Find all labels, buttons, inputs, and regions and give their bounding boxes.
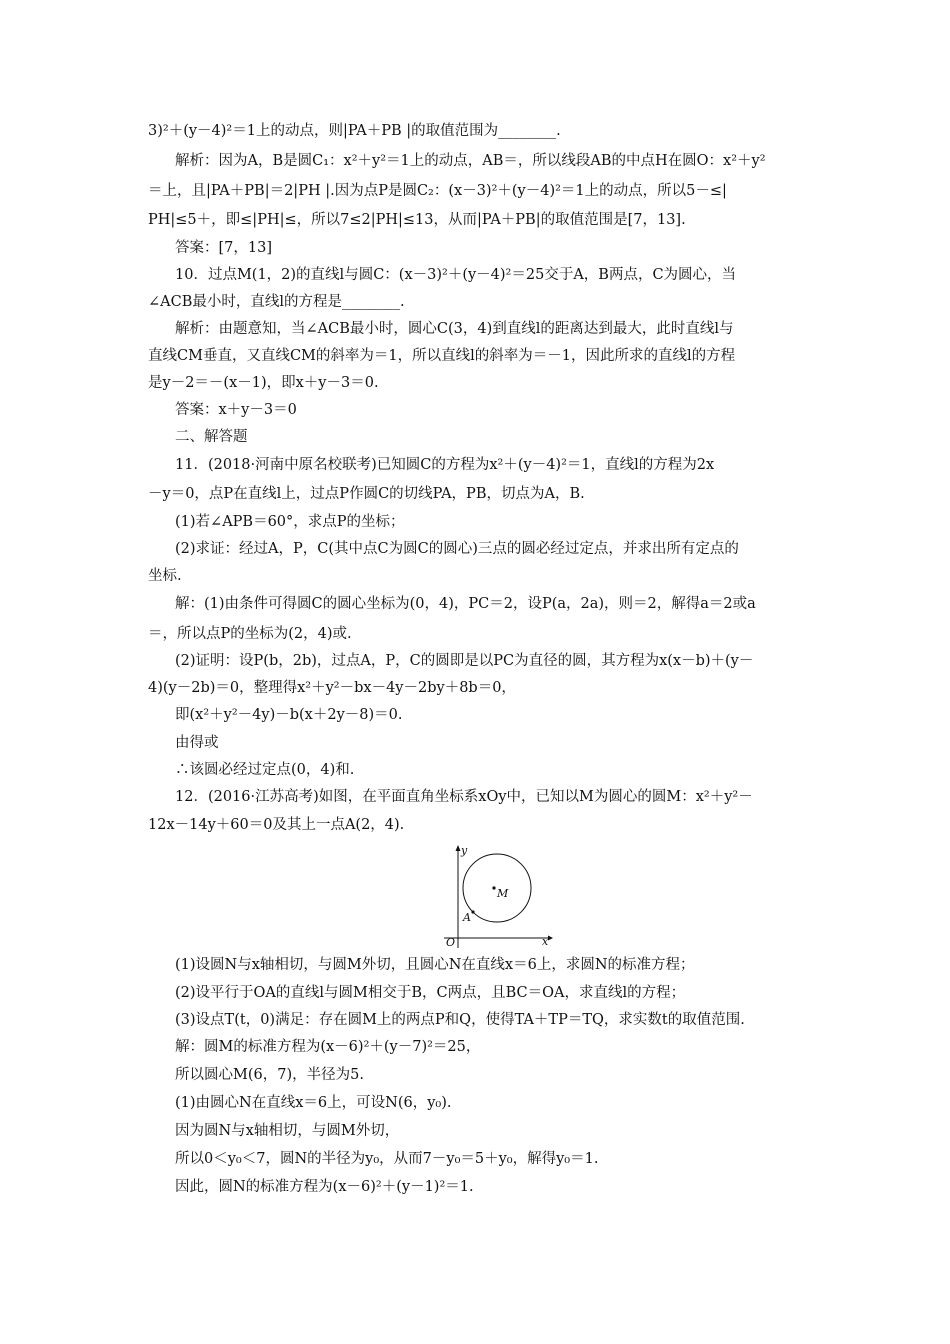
answer-line: 答案：x＋y－3＝0: [175, 402, 297, 418]
text-line: 是y－2＝－(x－1)，即x＋y－3＝0.: [148, 375, 379, 391]
origin-label: O: [446, 936, 456, 949]
question-line: 12x－14y＋60＝0及其上一点A(2，4).: [148, 817, 405, 833]
text-line: 所以圆心M(6，7)，半径为5.: [175, 1067, 364, 1083]
answer-line: 答案：[7，13]: [175, 240, 272, 256]
question-line: －y＝0，点P在直线l上，过点P作圆C的切线PA，PB，切点为A，B.: [148, 486, 585, 502]
text-line: 解析：因为A，B是圆C₁：x²＋y²＝1上的动点，AB＝，所以线段AB的中点H在圆O：x²＋y²: [175, 153, 766, 169]
point-a-label: A: [463, 911, 471, 924]
question-line: (2)设平行于OA的直线l与圆M相交于B，C两点，且BC＝OA，求直线l的方程；: [175, 985, 686, 1001]
text-line: 4)(y－2b)＝0，整理得x²＋y²－bx－4y－2by＋8b＝0，: [148, 680, 516, 696]
text-line: 因此，圆N的标准方程为(x－6)²＋(y－1)²＝1.: [175, 1179, 474, 1195]
x-axis-arrow: [548, 936, 553, 941]
center-label: M: [497, 887, 509, 900]
question-line: 12．(2016·江苏高考)如图，在平面直角坐标系xOy中，已知以M为圆心的圆M：x²＋y²－: [175, 789, 753, 805]
text-line: 因为圆N与x轴相切，与圆M外切，: [175, 1123, 400, 1139]
section-heading: 二、解答题: [175, 429, 248, 445]
point-a: [471, 910, 474, 913]
text-line: 所以0＜y₀＜7，圆N的半径为y₀，从而7－y₀＝5＋y₀，解得y₀＝1.: [175, 1151, 599, 1167]
text-line: ＝上，且|PA＋PB|＝2|PH |.因为点P是圆C₂：(x－3)²＋(y－4)²＝1上的动点，所以5－≤|: [148, 183, 727, 199]
question-line: (1)若∠APB＝60°，求点P的坐标；: [175, 514, 405, 530]
y-axis-label: y: [461, 844, 468, 857]
question-line: (1)设圆N与x轴相切，与圆M外切，且圆心N在直线x＝6上，求圆N的标准方程；: [175, 957, 695, 973]
question-line: 11．(2018·河南中原名校联考)已知圆C的方程为x²＋(y－4)²＝1，直线l的方程为2x: [175, 457, 715, 473]
text-line: 直线CM垂直，又直线CM的斜率为＝1，所以直线l的斜率为＝－1，因此所求的直线l的方程: [148, 348, 736, 364]
circle-figure: [436, 840, 556, 950]
text-line: (1)由圆心N在直线x＝6上，可设N(6，y₀).: [175, 1095, 452, 1111]
question-line: ∠ACB最小时，直线l的方程是________.: [148, 294, 405, 310]
text-line: 3)²＋(y－4)²＝1上的动点，则|PA＋PB |的取值范围为________.: [148, 123, 561, 139]
text-line: ∴该圆必经过定点(0，4)和.: [175, 762, 355, 778]
question-line: 坐标.: [148, 568, 182, 584]
text-line: 解：圆M的标准方程为(x－6)²＋(y－7)²＝25，: [175, 1039, 481, 1055]
text-line: (2)证明：设P(b，2b)，过点A，P，C的圆即是以PC为直径的圆，其方程为x(x－b)＋(y－: [175, 653, 754, 669]
question-line: (2)求证：经过A，P，C(其中点C为圆C的圆心)三点的圆必经过定点，并求出所有定点的: [175, 541, 739, 557]
text-line: 解：(1)由条件可得圆C的圆心坐标为(0，4)，PC＝2，设P(a，2a)，则＝2，解得a＝2或a: [175, 596, 756, 612]
text-line: 由得或: [175, 735, 219, 751]
text-line: ＝，所以点P的坐标为(2，4)或.: [148, 626, 352, 642]
x-axis-label: x: [542, 935, 549, 948]
text-line: PH|≤5＋，即≤|PH|≤，所以7≤2|PH|≤13，从而|PA＋PB|的取值范围是[7，13].: [148, 212, 686, 228]
center-point: [492, 886, 495, 889]
text-line: 即(x²＋y²－4y)－b(x＋2y－8)＝0.: [175, 707, 403, 723]
y-axis-arrow: [456, 845, 461, 851]
text-line: 解析：由题意知，当∠ACB最小时，圆心C(3，4)到直线l的距离达到最大，此时直线l与: [175, 321, 734, 337]
question-line: (3)设点T(t，0)满足：存在圆M上的两点P和Q，使得TA＋TP＝TQ，求实数t的取值范围.: [175, 1012, 745, 1028]
question-line: 10．过点M(1，2)的直线l与圆C：(x－3)²＋(y－4)²＝25交于A，B两点，C为圆心，当: [175, 267, 737, 283]
